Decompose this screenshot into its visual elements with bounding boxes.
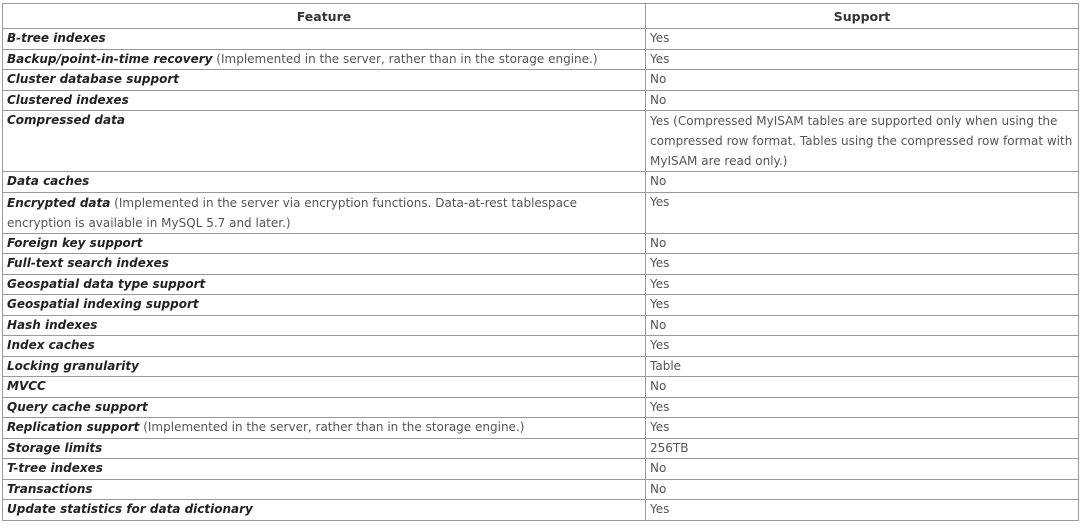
table-row <box>3 295 1079 316</box>
feature-cell <box>3 29 646 50</box>
feature-cell <box>3 172 646 193</box>
support-cell: No <box>646 377 1079 398</box>
table-row <box>3 49 1079 70</box>
support-cell: Yes <box>646 418 1079 439</box>
support-cell: Yes (Compressed MyISAM tables are supported only when using the compressed row format. Tables using the compressed row format with MyISAM are read only.) <box>646 111 1079 172</box>
header-feature: Feature <box>3 4 646 29</box>
support-cell: No <box>646 172 1079 193</box>
table-row <box>3 192 1079 233</box>
feature-cell <box>3 315 646 336</box>
feature-name: Data caches <box>7 174 90 188</box>
feature-name: B-tree indexes <box>7 31 106 45</box>
table-row <box>3 438 1079 459</box>
feature-cell <box>3 70 646 91</box>
table-row <box>3 233 1079 254</box>
feature-cell <box>3 336 646 357</box>
feature-cell <box>3 418 646 439</box>
table-row <box>3 377 1079 398</box>
header-support: Support <box>646 4 1079 29</box>
table-row <box>3 418 1079 439</box>
feature-name: Compressed data <box>7 113 125 127</box>
feature-cell <box>3 438 646 459</box>
feature-cell <box>3 356 646 377</box>
table-row <box>3 172 1079 193</box>
table-row <box>3 90 1079 111</box>
support-cell: Yes <box>646 49 1079 70</box>
table-row <box>3 479 1079 500</box>
feature-cell <box>3 49 646 70</box>
feature-cell <box>3 274 646 295</box>
support-cell: No <box>646 233 1079 254</box>
feature-note: (Implemented in the server, rather than in the storage engine.) <box>212 51 598 66</box>
feature-cell <box>3 479 646 500</box>
support-cell: Yes <box>646 274 1079 295</box>
feature-name: Geospatial data type support <box>7 276 206 291</box>
feature-cell <box>3 192 646 233</box>
support-cell: Table <box>646 356 1079 377</box>
table-header-row <box>3 4 1079 29</box>
support-cell: No <box>646 459 1079 480</box>
feature-note: (Implemented in the server, rather than in the storage engine.) <box>139 420 525 434</box>
feature-name: MVCC <box>7 379 46 393</box>
support-cell: Yes <box>646 336 1079 357</box>
feature-cell <box>3 377 646 398</box>
table-row <box>3 336 1079 357</box>
feature-name: Transactions <box>7 481 93 496</box>
feature-name: Encrypted data <box>7 195 111 210</box>
feature-cell <box>3 90 646 111</box>
feature-cell <box>3 295 646 316</box>
support-cell: No <box>646 90 1079 111</box>
feature-name: Full-text search indexes <box>7 256 169 270</box>
feature-name: Query cache support <box>7 399 148 414</box>
support-cell: Yes <box>646 295 1079 316</box>
feature-name: T-tree indexes <box>7 461 103 475</box>
table-row <box>3 274 1079 295</box>
table-row <box>3 70 1079 91</box>
support-cell: 256TB <box>646 438 1079 459</box>
support-cell: No <box>646 70 1079 91</box>
feature-name: Update statistics for data dictionary <box>7 502 253 516</box>
feature-name: Geospatial indexing support <box>7 297 199 311</box>
table-row <box>3 459 1079 480</box>
feature-name: Storage limits <box>7 440 103 455</box>
support-cell: No <box>646 479 1079 500</box>
support-cell: Yes <box>646 29 1079 50</box>
feature-cell <box>3 233 646 254</box>
feature-name: Clustered indexes <box>7 92 129 107</box>
support-cell: Yes <box>646 397 1079 418</box>
support-cell: Yes <box>646 500 1079 521</box>
table-body <box>3 29 1079 521</box>
feature-name: Foreign key support <box>7 235 143 250</box>
support-cell: Yes <box>646 192 1079 233</box>
feature-cell <box>3 397 646 418</box>
table-row <box>3 111 1079 172</box>
feature-name: Cluster database support <box>7 72 180 86</box>
feature-name: Hash indexes <box>7 317 98 332</box>
support-cell: No <box>646 315 1079 336</box>
table-row <box>3 315 1079 336</box>
feature-support-table <box>2 3 1079 521</box>
feature-cell <box>3 459 646 480</box>
feature-cell <box>3 500 646 521</box>
feature-note: (Implemented in the server via encryption functions. Data-at-rest tablespace encryption is available in MySQL 5.7 and later.) <box>7 195 578 230</box>
table-row <box>3 500 1079 521</box>
feature-name: Replication support <box>7 420 140 434</box>
table-row <box>3 397 1079 418</box>
feature-cell <box>3 254 646 275</box>
feature-name: Backup/point-in-time recovery <box>7 51 213 66</box>
table-row <box>3 254 1079 275</box>
feature-name: Locking granularity <box>7 358 139 373</box>
feature-name: Index caches <box>7 338 95 352</box>
feature-cell <box>3 111 646 172</box>
table-row <box>3 356 1079 377</box>
support-cell: Yes <box>646 254 1079 275</box>
table-row <box>3 29 1079 50</box>
